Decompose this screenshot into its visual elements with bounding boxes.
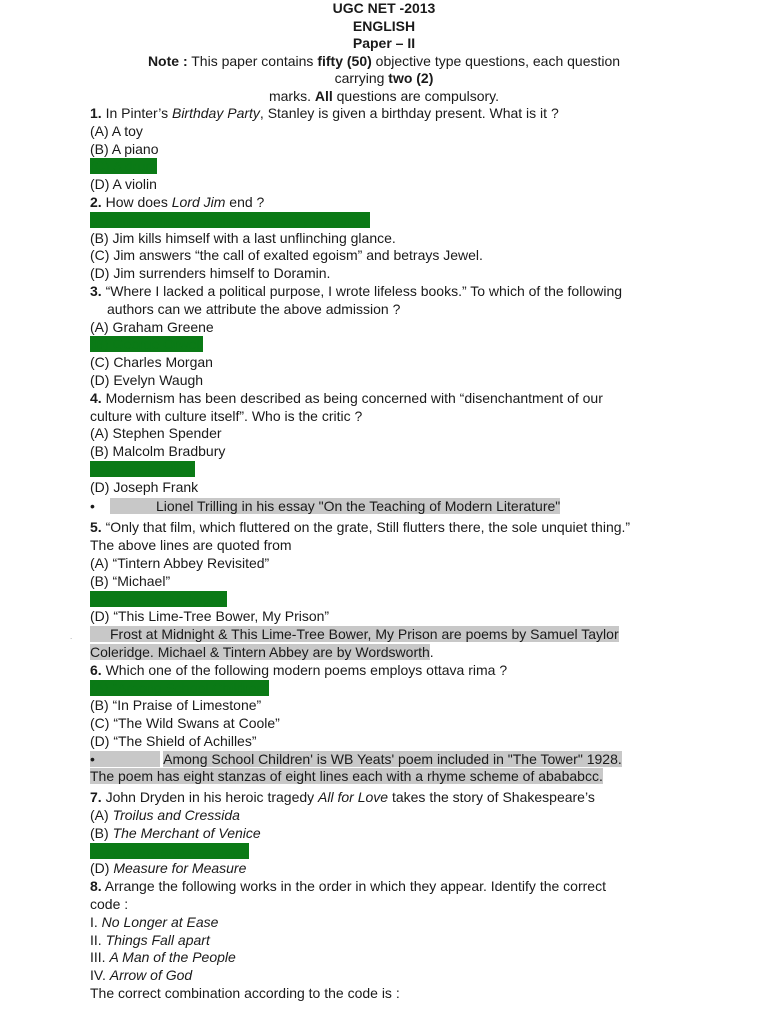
option-c-answer: (C) Lionel Trilling [90,460,196,477]
option-text: The Merchant of Venice [112,824,261,841]
option-b: (B) “In Praise of Limestone” [90,697,262,714]
answer-explanation: Among School Children' is WB Yeats' poem included in "The Tower" 1928. [163,750,622,767]
option-d: (D) Evelyn Waugh [90,371,204,388]
bullet-icon: • [90,750,95,767]
question-text: “Only that film, which fluttered on the grate, Still flutters there, the sole unquiet thing.” [101,519,631,536]
doc-title [0,0,768,53]
work-numeral: I. [90,913,102,930]
option-a: (A) A toy [90,122,143,139]
question-2 [0,194,768,283]
title-exam: UGC NET -2013 [332,0,436,16]
option-letter: (C) [90,842,114,859]
option-c: (C) Jim answers “the call of exalted egoism” and betrays Jewel. [90,247,483,264]
bullet-icon: • [90,497,95,514]
option-a [90,807,676,825]
option-text: Measure for Measure [113,860,247,877]
question-text: Modernism has been described as being concerned with “disenchantment of our [101,389,603,406]
work-title: No Longer at Ease [101,913,219,930]
question-number: 4. [90,389,102,406]
question-text: “Where I lacked a political purpose, I wrote lifeless books.” To which of the following [101,282,623,299]
note-count: fifty (50) [317,52,372,69]
option-a: (A) Stephen Spender [90,425,222,442]
question-title-italic: Birthday Party [171,105,260,121]
question-text-end: takes the story of Shakespeare’s [388,789,595,806]
option-a: (A) “Tintern Abbey Revisited” [90,554,270,571]
question-1 [0,105,768,194]
question-title-italic: Lord Jim [171,193,226,210]
question-number: 7. [90,789,102,806]
option-c-answer [90,843,249,859]
stray-mark: . [70,632,73,641]
option-b-answer: (B) George Orwell [90,336,203,353]
question-number: 6. [90,661,102,678]
question-text: John Dryden in his heroic tragedy [101,789,319,806]
work-item-4 [90,967,676,985]
option-letter: (A) [90,807,113,824]
option-text: Troilus and Cressida [112,807,240,824]
option-d: (D) A violin [90,176,157,193]
work-numeral: IV. [90,967,110,984]
instructions-note [0,53,768,106]
answer-explanation: Lionel Trilling in his essay "On the Teaching of Modern Literature" [110,498,560,514]
work-numeral: III. [90,949,110,966]
option-text: Antony and Cleopatra [113,842,249,859]
question-number: 5. [90,519,102,536]
question-closing: The correct combination according to the code is : [90,985,400,1002]
option-d [90,860,676,878]
option-d: (D) Joseph Frank [90,478,199,495]
question-text: In Pinter’s [101,105,172,121]
question-4 [0,390,768,516]
question-8 [0,878,768,1003]
question-number: 3. [90,282,102,299]
option-letter: (D) [90,860,114,877]
note-text-2: objective type questions, each question [371,52,621,69]
note-text: This paper contains [187,52,318,69]
question-7 [0,789,768,878]
question-text-end: , Stanley is given a birthday present. What is it ? [259,105,559,121]
question-6 [0,662,768,787]
question-3 [0,283,768,390]
question-text-cont: The above lines are quoted from [90,537,292,554]
question-text-cont: code : [90,896,129,913]
option-b: (B) “Michael” [90,572,171,589]
answer-explanation-cont: Coleridge. Michael & Tintern Abbey are by Wordsworth [90,643,430,660]
option-b: (B) A piano [90,140,159,157]
question-number: 1. [90,105,102,121]
option-d: (D) “This Lime-Tree Bower, My Prison” [90,608,330,625]
option-a-answer: (A) Jim is shot through the chest by Doramin. [90,211,371,228]
question-text-cont: authors can we attribute the above admission ? [107,300,401,317]
question-5 [0,519,768,661]
explanation-period: . [429,643,434,660]
option-c: (C) “The Wild Swans at Coole” [90,715,280,732]
question-text-end: end ? [225,193,265,210]
option-b [90,825,676,843]
option-b: (B) Malcolm Bradbury [90,443,226,460]
option-d: (D) “The Shield of Achilles” [90,732,257,749]
note-label: Note : [147,52,188,69]
title-subject: ENGLISH [352,17,416,34]
work-item-3 [90,949,676,967]
option-a: (A) Graham Greene [90,318,214,335]
option-a-answer: (A) “Among School Children” [90,679,269,696]
question-text-cont: culture with culture itself”. Who is the critic ? [90,407,363,424]
work-item-1 [90,914,676,932]
work-title: A Man of the People [109,949,236,966]
work-item-2 [90,932,676,950]
note-text-3: carrying [334,70,389,86]
question-number: 8. [90,878,102,895]
option-b: (B) Jim kills himself with a last unflinching glance. [90,229,396,246]
note-all: All [314,87,333,104]
answer-explanation: Frost at Midnight & This Lime-Tree Bower, My Prison are poems by Samuel Taylor [90,626,619,642]
question-title-italic: All for Love [318,789,389,806]
option-c-answer: (C) “Frost at Midnight” [90,590,227,607]
question-number: 2. [90,193,102,210]
work-title: Things Fall apart [105,931,210,948]
work-numeral: II. [90,931,106,948]
title-paper: Paper – II [352,35,416,51]
answer-explanation-cont: The poem has eight stanzas of eight lines each with a rhyme scheme of abababcc. [90,768,603,785]
question-text: Which one of the following modern poems employs ottava rima ? [101,661,508,678]
option-c: (C) Charles Morgan [90,354,213,371]
option-c-answer: (C) A drum [90,158,157,175]
note-marks: two (2) [388,70,434,86]
work-title: Arrow of God [109,967,193,984]
question-text: Arrange the following works in the order in which they appear. Identify the correct [101,878,606,895]
option-d: (D) Jim surrenders himself to Doramin. [90,265,331,282]
note-text-4: marks. [268,87,315,104]
question-text: How does [101,193,172,210]
option-letter: (B) [90,824,113,841]
note-text-5: questions are compulsory. [332,87,500,104]
